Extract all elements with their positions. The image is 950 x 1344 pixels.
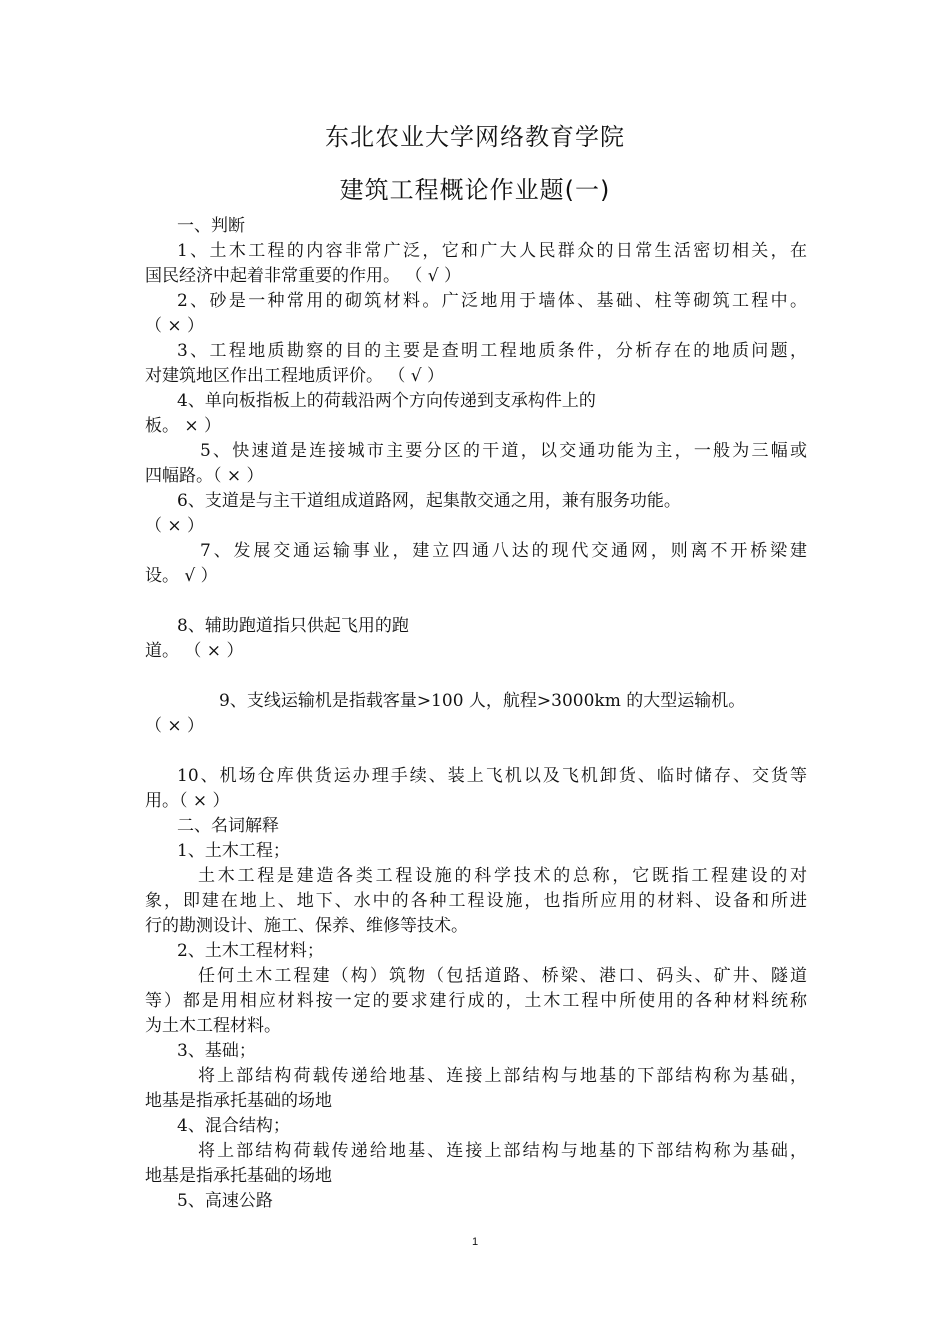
- term-3-definition-line: 将上部结构荷载传递给地基、连接上部结构与地基的下部结构称为基础，: [198, 1066, 807, 1086]
- term-4-title: 4、混合结构；: [177, 1116, 290, 1136]
- term-3-definition-line: 地基是指承托基础的场地: [145, 1091, 332, 1111]
- term-2-title: 2、土木工程材料；: [177, 941, 324, 961]
- question-10-line-1: 10、机场仓库供货运办理手续、装上飞机以及飞机卸货、临时储存、交货等: [177, 766, 807, 786]
- question-9-line-1: 9、支线运输机是指载客量>100 人，航程>3000km 的大型运输机。: [219, 691, 746, 711]
- question-10-line-2: 用。（ × ）: [145, 791, 230, 811]
- question-8-line-2: 道。 （ × ）: [145, 641, 244, 661]
- term-5-title: 5、高速公路: [177, 1191, 273, 1211]
- question-1-line-1: 1、土木工程的内容非常广泛，它和广大人民群众的日常生活密切相关，在: [177, 241, 807, 261]
- term-2-definition-line: 任何土木工程建（构）筑物（包括道路、桥梁、港口、码头、矿井、隧道: [198, 966, 807, 986]
- term-4-definition-line: 将上部结构荷载传递给地基、连接上部结构与地基的下部结构称为基础，: [198, 1141, 807, 1161]
- term-3-title: 3、基础；: [177, 1041, 256, 1061]
- term-1-definition-line: 土木工程是建造各类工程设施的科学技术的总称，它既指工程建设的对: [198, 866, 807, 886]
- blank-line: [145, 739, 807, 764]
- question-4-line-1: 4、单向板指板上的荷载沿两个方向传递到支承构件上的: [177, 391, 596, 411]
- document-body: [145, 214, 807, 1214]
- question-8-line-1: 8、辅助跑道指只供起飞用的跑: [177, 616, 409, 636]
- term-1-title: 1、土木工程；: [177, 841, 290, 861]
- blank-line: [145, 664, 807, 689]
- question-3-line-1: 3、工程地质勘察的目的主要是查明工程地质条件，分析存在的地质问题，: [177, 341, 807, 361]
- question-4-line-2: 板。 × ）: [145, 416, 222, 436]
- section-heading-judgment: 一、判断: [177, 216, 245, 236]
- question-7-line-1: 7、发展交通运输事业，建立四通八达的现代交通网，则离不开桥梁建: [200, 541, 807, 561]
- page-number: 1: [471, 1236, 479, 1248]
- term-1-definition-line: 行的勘测设计、施工、保养、维修等技术。: [145, 916, 468, 936]
- question-1-line-2: 国民经济中起着非常重要的作用。 （ √ ）: [145, 266, 462, 286]
- question-5-line-1: 5、快速道是连接城市主要分区的干道，以交通功能为主，一般为三幅或: [200, 441, 807, 461]
- question-6-line-1: 6、支道是与主干道组成道路网，起集散交通之用，兼有服务功能。: [177, 491, 681, 511]
- question-3-line-2: 对建筑地区作出工程地质评价。 （ √ ）: [145, 366, 445, 386]
- question-2-line-1: 2、砂是一种常用的砌筑材料。广泛地用于墙体、基础、柱等砌筑工程中。: [177, 291, 807, 311]
- term-4-definition-line: 地基是指承托基础的场地: [145, 1166, 332, 1186]
- term-2-definition-line: 为土木工程材料。: [145, 1016, 281, 1036]
- term-2-definition-line: 等）都是用相应材料按一定的要求建行成的，土木工程中所使用的各种材料统称: [145, 991, 807, 1011]
- question-7-line-2: 设。 √ ）: [145, 566, 218, 586]
- question-9-line-2: （ × ）: [145, 716, 205, 736]
- question-2-line-2: （ × ）: [145, 316, 205, 336]
- assignment-title: 建筑工程概论作业题(一): [339, 176, 611, 204]
- question-5-line-2: 四幅路。（ × ）: [145, 466, 264, 486]
- institution-title: 东北农业大学网络教育学院: [325, 123, 625, 151]
- section-heading-terms: 二、名词解释: [177, 816, 279, 836]
- blank-line: [145, 589, 807, 614]
- question-6-line-2: （ × ）: [145, 516, 205, 536]
- term-1-definition-line: 象，即建在地上、地下、水中的各种工程设施，也指所应用的材料、设备和所进: [145, 891, 807, 911]
